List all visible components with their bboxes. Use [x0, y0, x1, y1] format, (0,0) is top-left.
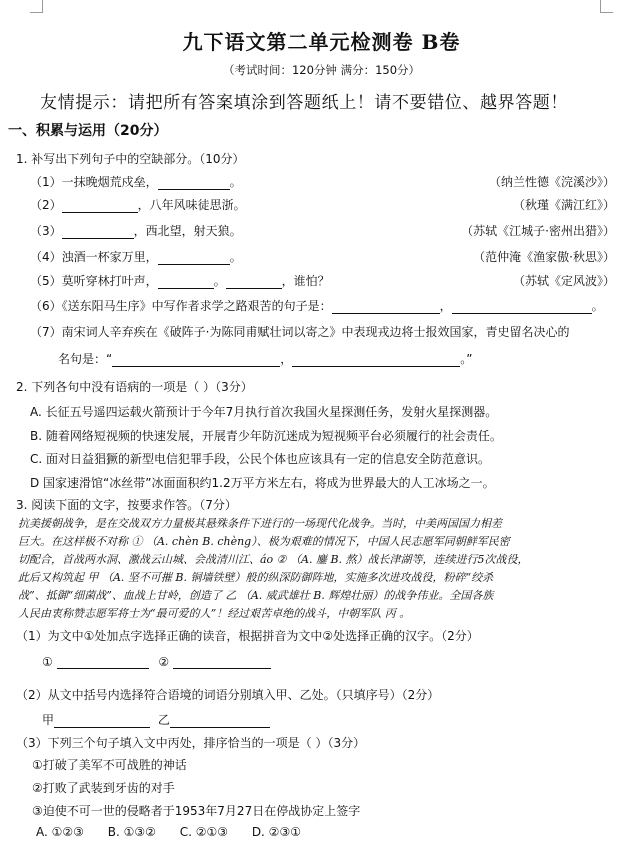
corner-mark-left: [30, 0, 43, 13]
q1-item-7-answer: 名句是：“ ， 。”: [58, 352, 473, 366]
answer-blank[interactable]: [452, 301, 592, 314]
answer-blank[interactable]: [62, 226, 134, 239]
answer-blank[interactable]: [332, 301, 440, 314]
q3-sentence-2: ②打败了武装到牙齿的对手: [32, 781, 175, 795]
answer-blank[interactable]: [292, 354, 460, 367]
q3-sub-3: （3）下列三个句子填入文中丙处，排序恰当的一项是（ ）（3分）: [16, 736, 366, 750]
exam-info: （考试时间：120分钟 满分：150分）: [222, 63, 421, 77]
q3-choice-c[interactable]: C. ②①③: [179, 825, 228, 839]
q2-option-c[interactable]: C. 面对日益猖獗的新型电信犯罪手段，公民个体也应该具有一定的信息安全防范意识。: [30, 452, 491, 466]
answer-blank[interactable]: [57, 656, 149, 669]
source-citation: （苏轼《江城子·密州出猎》）: [461, 224, 615, 238]
answer-blank[interactable]: [170, 715, 270, 728]
corner-mark-right: [600, 0, 613, 13]
q3-choices: [36, 825, 301, 839]
q3-choice-d[interactable]: D. ②③①: [251, 825, 301, 839]
reading-passage: [18, 515, 621, 623]
passage-line: 抗美援朝战争，是在交战双方力量极其悬殊条件下进行的一场现代化战争。当时，中美两国国力相差: [18, 517, 502, 530]
source-citation: （纳兰性德《浣溪沙》）: [488, 175, 615, 189]
passage-line: 人民由衷称赞志愿军将士为“最可爱的人”！经过艰苦卓绝的战斗，中朝军队 丙 。: [18, 607, 411, 620]
page-title: 九下语文第二单元检测卷 B卷: [182, 30, 461, 54]
q1-item-4: （4）浊酒一杯家万里， 。 （范仲淹《渔家傲·秋思》）: [30, 250, 615, 264]
q2-option-b[interactable]: B. 随着网络短视频的快速发展，开展青少年防沉迷成为短视频平台必须履行的社会责任。: [30, 429, 502, 443]
section-heading: 一、积累与运用（20分）: [8, 123, 168, 139]
q3-sub-2-answers: 甲 乙: [42, 711, 270, 728]
passage-line: 战”、抵御“细菌战”、血战上甘岭，创造了 乙 （A. 威武雄壮 B. 辉煌壮丽）的战争伟业。全国各族: [18, 589, 494, 602]
answer-blank[interactable]: [62, 200, 138, 213]
q3-choice-b[interactable]: B. ①③②: [107, 825, 156, 839]
q3-sentence-3: ③迫使不可一世的侵略者于1953年7月27日在停战协定上签字: [32, 804, 361, 818]
answer-blank[interactable]: [158, 177, 230, 190]
answer-blank[interactable]: [173, 656, 271, 669]
q2-option-a[interactable]: A. 长征五号遥四运载火箭预计于今年7月执行首次我国火星探测任务，发射火星探测器。: [30, 405, 498, 419]
answer-blank[interactable]: [54, 715, 150, 728]
q1-item-6: （6）《送东阳马生序》中写作者求学之路艰苦的句子是： ， 。: [30, 299, 604, 313]
passage-line: 巨大。在这样极不对称 ① （A. chèn B. chèng）、极为艰难的情况下，中国人民志愿军同朝鲜军民密: [18, 535, 510, 548]
q3-sub-2: （2）从文中括号内选择符合语境的词语分别填入甲、乙处。（只填序号）（2分）: [16, 688, 440, 702]
passage-line: 切配合，首战两水洞、激战云山城、会战清川江、áo ② （A. 鏖 B. 熬）战长津湖等，连续进行5次战役，: [18, 553, 529, 566]
q1-item-2: （2） ，八年风味徒思浙。 （秋瑾《满江红》）: [30, 198, 615, 212]
q3-choice-a[interactable]: A. ①②③: [36, 825, 84, 839]
source-citation: （范仲淹《渔家傲·秋思》）: [473, 250, 615, 264]
q1-item-1: （1）一抹晚烟荒戍垒， 。 （纳兰性德《浣溪沙》）: [30, 175, 615, 189]
question-3-stem: 3. 阅读下面的文字，按要求作答。（7分）: [16, 498, 237, 512]
question-2-stem: 2. 下列各句中没有语病的一项是（ ）（3分）: [16, 380, 253, 394]
q1-item-5: （5）莫听穿林打叶声， 。 ，谁怕？ （苏轼《定风波》）: [30, 274, 615, 288]
passage-line: 此后又构筑起 甲 （A. 坚不可摧 B. 铜墙铁壁）般的纵深防御阵地，实施多次进攻战役，粉碎“绞杀: [18, 571, 494, 584]
q3-sentence-1: ①打破了美军不可战胜的神话: [32, 758, 187, 772]
friendly-tip: 友情提示：请把所有答案填涂到答题纸上！请不要错位、越界答题！: [40, 93, 568, 113]
q2-option-d[interactable]: D 国家速滑馆“冰丝带”冰面面积约1.2万平方米左右，将成为世界最大的人工冰场之一。: [30, 476, 495, 490]
answer-blank[interactable]: [158, 276, 214, 289]
source-citation: （苏轼《定风波》）: [512, 274, 615, 288]
q1-item-7: （7）南宋词人辛弃疾在《破阵子·为陈同甫赋壮词以寄之》中表现戎边将士报效国家，青史留名决心的: [30, 325, 570, 339]
answer-blank[interactable]: [158, 252, 230, 265]
answer-blank[interactable]: [112, 354, 280, 367]
question-1-stem: 1. 补写出下列句子中的空缺部分。（10分）: [16, 152, 245, 166]
q3-sub-1-answers: ① ②: [42, 655, 271, 669]
source-citation: （秋瑾《满江红》）: [512, 198, 615, 212]
answer-blank[interactable]: [226, 276, 282, 289]
q3-sub-1: （1）为文中①处加点字选择正确的读音，根据拼音为文中②处选择正确的汉字。（2分）: [16, 629, 479, 643]
q1-item-3: （3） ，西北望，射天狼。 （苏轼《江城子·密州出猎》）: [30, 224, 615, 238]
